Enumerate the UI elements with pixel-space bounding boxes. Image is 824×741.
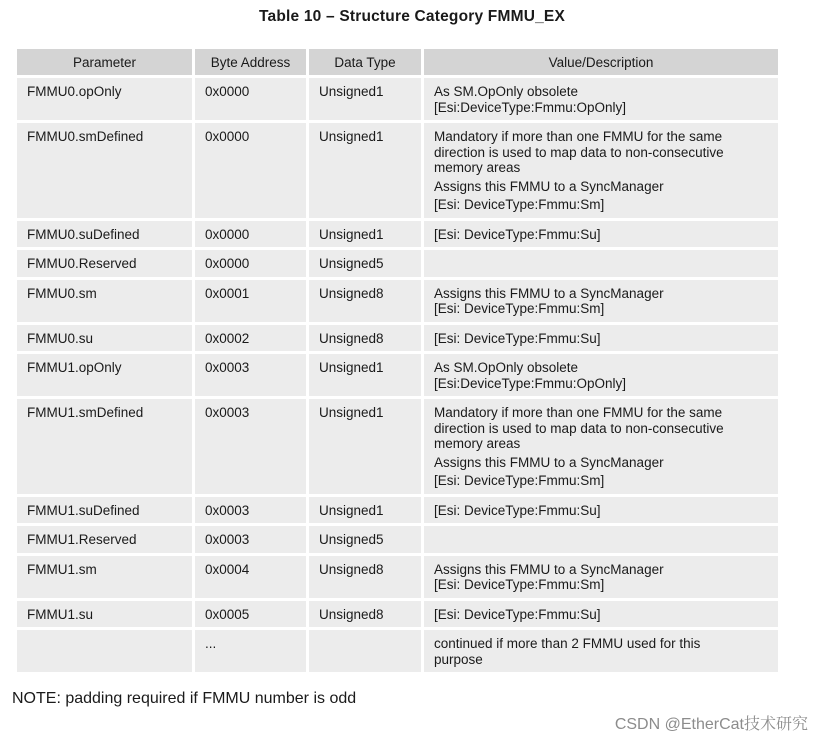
cell-byte-address: 0x0005 [195,601,306,628]
cell-parameter: FMMU0.suDefined [17,221,192,248]
cell-byte-address: 0x0003 [195,399,306,494]
cell-value-description [424,556,778,598]
cell-byte-address: 0x0004 [195,556,306,598]
cell-data-type: Unsigned1 [309,354,421,396]
description-line: Mandatory if more than one FMMU for the same [434,129,723,144]
table-row [17,556,778,598]
description-line: As SM.OpOnly obsolete [434,84,579,99]
cell-value-description [424,354,778,396]
header-value-description: Value/Description [424,49,778,75]
cell-byte-address: 0x0003 [195,526,306,553]
fmmu-structure-table [14,46,781,675]
cell-byte-address: 0x0000 [195,78,306,120]
description-line: [Esi: DeviceType:Fmmu:Sm] [434,301,605,316]
cell-byte-address: 0x0001 [195,280,306,322]
description-line: As SM.OpOnly obsolete [434,360,579,375]
cell-byte-address: ... [195,630,306,672]
cell-value-description [424,399,778,494]
table-row [17,497,778,524]
cell-data-type: Unsigned1 [309,399,421,494]
cell-parameter: FMMU1.smDefined [17,399,192,494]
table-row [17,250,778,277]
cell-parameter: FMMU1.sm [17,556,192,598]
table-row [17,221,778,248]
header-data-type: Data Type [309,49,421,75]
header-row [17,49,778,75]
cell-data-type: Unsigned1 [309,78,421,120]
cell-parameter: FMMU1.opOnly [17,354,192,396]
description-line: [Esi: DeviceType:Fmmu:Sm] [434,577,605,592]
description-line: [Esi: DeviceType:Fmmu:Su] [434,606,601,622]
description-line: memory areas [434,160,521,175]
cell-byte-address: 0x0003 [195,354,306,396]
table-row [17,123,778,218]
cell-value-description [424,630,778,672]
cell-data-type: Unsigned1 [309,497,421,524]
cell-value-description [424,78,778,120]
table-body [17,78,778,672]
description-line: continued if more than 2 FMMU used for this [434,636,701,651]
description-line: Assigns this FMMU to a SyncManager [434,178,664,194]
cell-data-type: Unsigned1 [309,221,421,248]
cell-parameter: FMMU0.opOnly [17,78,192,120]
header-parameter: Parameter [17,49,192,75]
table-row [17,601,778,628]
cell-byte-address: 0x0003 [195,497,306,524]
cell-value-description [424,221,778,248]
cell-data-type: Unsigned8 [309,280,421,322]
cell-data-type: Unsigned8 [309,556,421,598]
description-line: [Esi: DeviceType:Fmmu:Sm] [434,197,605,212]
cell-parameter: FMMU0.smDefined [17,123,192,218]
description-line: [Esi: DeviceType:Fmmu:Sm] [434,473,605,488]
table-row [17,354,778,396]
cell-value-description [424,280,778,322]
cell-parameter: FMMU1.suDefined [17,497,192,524]
cell-value-description [424,601,778,628]
cell-data-type: Unsigned5 [309,250,421,277]
description-line: memory areas [434,436,521,451]
cell-parameter: FMMU0.sm [17,280,192,322]
cell-data-type: Unsigned8 [309,325,421,352]
table-row [17,630,778,672]
cell-value-description [424,123,778,218]
description-line: [Esi: DeviceType:Fmmu:Su] [434,502,601,518]
cell-value-description [424,497,778,524]
cell-value-description [424,250,778,277]
cell-parameter: FMMU1.Reserved [17,526,192,553]
footnote: NOTE: padding required if FMMU number is odd [12,690,357,707]
watermark: CSDN @EtherCat技术研究 [614,716,808,733]
header-byte-address: Byte Address [195,49,306,75]
table-row [17,78,778,120]
description-line: [Esi:DeviceType:Fmmu:OpOnly] [434,375,627,391]
cell-byte-address: 0x0002 [195,325,306,352]
cell-parameter: FMMU0.su [17,325,192,352]
table-row [17,325,778,352]
description-line: purpose [434,651,483,667]
cell-data-type: Unsigned8 [309,601,421,628]
cell-value-description [424,325,778,352]
table-row [17,280,778,322]
description-line: Assigns this FMMU to a SyncManager [434,561,664,577]
description-line: direction is used to map data to non-consecutive [434,420,724,436]
cell-value-description [424,526,778,553]
cell-byte-address: 0x0000 [195,221,306,248]
description-line: Assigns this FMMU to a SyncManager [434,285,664,301]
cell-byte-address: 0x0000 [195,250,306,277]
description-line: [Esi: DeviceType:Fmmu:Su] [434,330,601,346]
cell-parameter: FMMU0.Reserved [17,250,192,277]
cell-data-type [309,630,421,672]
cell-data-type: Unsigned1 [309,123,421,218]
description-line: Assigns this FMMU to a SyncManager [434,454,664,470]
cell-parameter: FMMU1.su [17,601,192,628]
table-title: Table 10 – Structure Category FMMU_EX [259,8,565,25]
description-line: direction is used to map data to non-consecutive [434,144,724,160]
description-line: [Esi:DeviceType:Fmmu:OpOnly] [434,99,627,115]
table-row [17,399,778,494]
cell-parameter [17,630,192,672]
description-line: [Esi: DeviceType:Fmmu:Su] [434,226,601,242]
table-row [17,526,778,553]
description-line: Mandatory if more than one FMMU for the same [434,405,723,420]
cell-data-type: Unsigned5 [309,526,421,553]
cell-byte-address: 0x0000 [195,123,306,218]
